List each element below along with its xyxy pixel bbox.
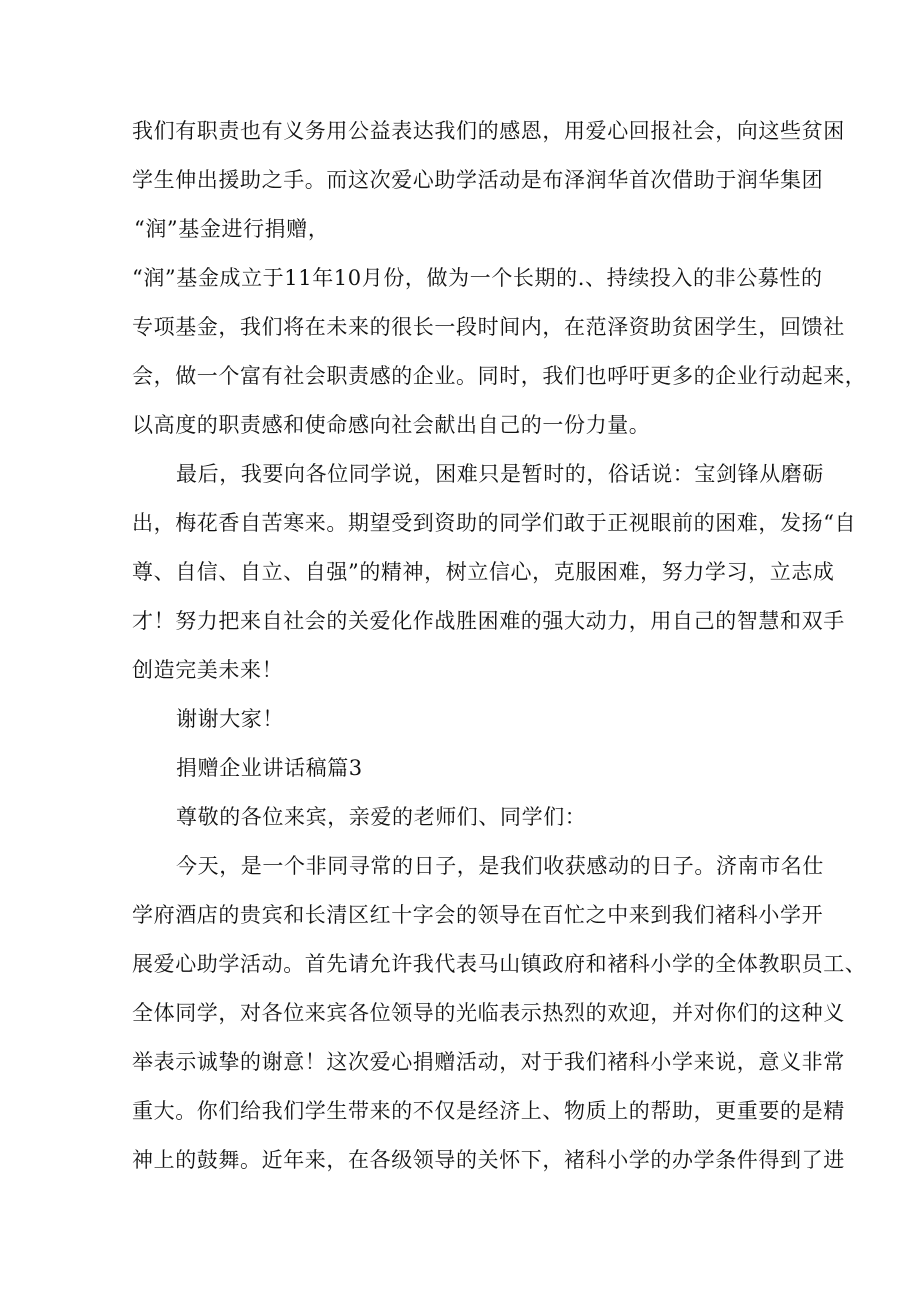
text-line: 今天，是一个非同寻常的日子，是我们收获感动的日子。济南市名仕 (176, 854, 824, 878)
text-line: 尊、自信、自立、自强”的精神，树立信心，克服困难，努力学习，立志成 (132, 560, 835, 584)
text-line: 重大。你们给我们学生带来的不仅是经济上、物质上的帮助，更重要的是精 (132, 1099, 845, 1123)
text-line: 才！努力把来自社会的关爱化作战胜困难的强大动力，用自己的智慧和双手 (132, 609, 845, 633)
text-line: “润”基金成立于11年10月份，做为一个长期的.、持续投入的非公募性的 (132, 266, 823, 290)
text-line: 出，梅花香自苦寒来。期望受到资助的同学们敢于正视眼前的困难，发扬“自 (132, 511, 857, 535)
text-line: 会，做一个富有社会职责感的企业。同时，我们也呼吁更多的企业行动起来， (132, 364, 867, 388)
salutation-line: 尊敬的各位来宾，亲爱的老师们、同学们： (176, 805, 587, 829)
text-line: 学生伸出援助之手。而这次爱心助学活动是布泽润华首次借助于润华集团 (132, 168, 824, 192)
closing-line: 谢谢大家！ (176, 707, 284, 731)
text-line: 最后，我要向各位同学说，困难只是暂时的，俗话说：宝剑锋从磨砺 (176, 462, 824, 486)
text-line: 我们有职责也有义务用公益表达我们的感恩，用爱心回报社会，向这些贫困 (132, 119, 845, 143)
text-line: 专项基金，我们将在未来的很长一段时间内，在范泽资助贫困学生，回馈社 (132, 315, 845, 339)
text-line: 举表示诚挚的谢意！这次爱心捐赠活动，对于我们褚科小学来说，意义非常 (132, 1050, 845, 1074)
text-line: 学府酒店的贵宾和长清区红十字会的领导在百忙之中来到我们褚科小学开 (132, 903, 824, 927)
section-heading: 捐赠企业讲话稿篇3 (176, 756, 363, 780)
text-line: 展爱心助学活动。首先请允许我代表马山镇政府和褚科小学的全体教职员工、 (132, 952, 867, 976)
text-line: 神上的鼓舞。近年来，在各级领导的关怀下，褚科小学的办学条件得到了进 (132, 1148, 845, 1172)
text-line: 全体同学，对各位来宾各位领导的光临表示热烈的欢迎，并对你们的这种义 (132, 1001, 845, 1025)
text-line: “润”基金进行捐赠， (134, 217, 330, 241)
text-line: 创造完美未来！ (132, 658, 284, 682)
text-line: 以高度的职责感和使命感向社会献出自己的一份力量。 (132, 413, 651, 437)
